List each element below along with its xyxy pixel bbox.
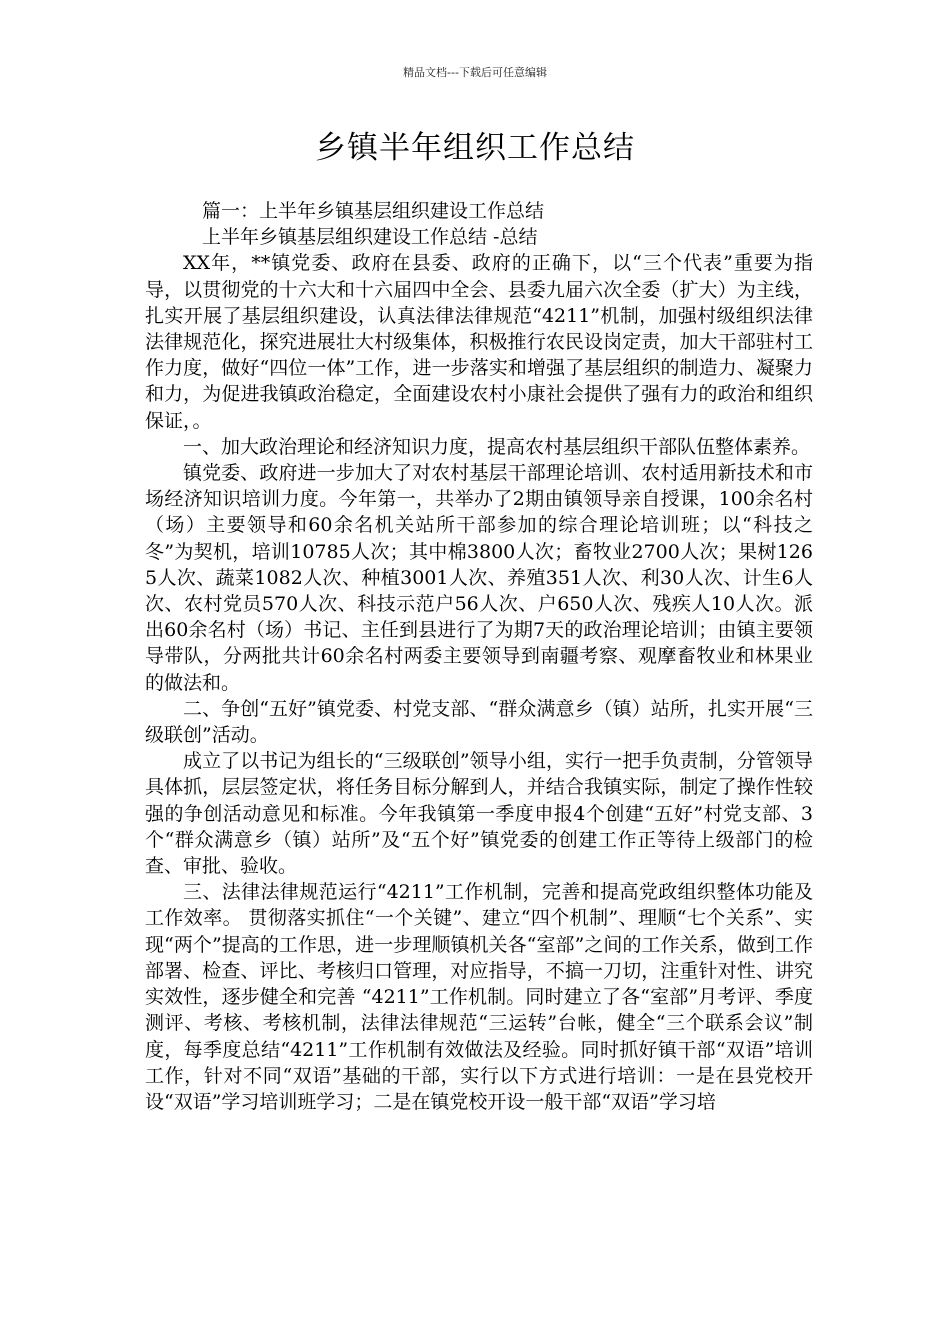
section-subtitle: 上半年乡镇基层组织建设工作总结 -总结 [202,226,538,249]
paragraph-heading-three: 三、法律法律规范运行“4211”工作机制，完善和提高党政组织整体功能及工作效率。 贯彻落实抓住“一个关键”、建立“四个机制”、理顺“七个关系”、实现“两个”提高的工作思，进一步理顺镇机关各“室部”之间的工作关系，做到工作部署、检查、评比、考核归口管理，对应指导，不搞一刀切，注重针对性、讲究实效性，逐步健全和完善 “4211”工作机制。同时建立了各“室部”月考评、季度测评、考核、考核机制，法律法律规范“三运转”台帐，健全“三个联系会议”制度，每季度总结“4211”工作机制有效做法及经验。同时抓好镇干部“双语”培训工作，针对不同“双语”基础的干部，实行以下方式进行培训：一是在县党校开设“双语”学习培训班学习；二是在镇党校开设一般干部“双语”学习培 [145,881,813,1113]
paragraph-intro: XX年，**镇党委、政府在县委、政府的正确下，以“三个代表”重要为指导，以贯彻党的十六大和十六届四中全会、县委九届六次全委（扩大）为主线，扎实开展了基层组织建设，认真法律法律规范“4211”机制，加强村级组织法律法律规范化，探究进展壮大村级集体，积极推行农民设岗定责，加大干部驻村工作力度，做好“四位一体”工作，进一步落实和增强了基层组织的制造力、凝聚力和力，为促进我镇政治稳定，全面建设农村小康社会提供了强有力的政治和组织保证，。 [145,252,813,432]
paragraph-three-level: 成立了以书记为组长的“三级联创”领导小组，实行一把手负责制，分管领导具体抓，层层签定状，将任务目标分解到人，并结合我镇实际，制定了操作性较强的争创活动意见和标准。今年我镇第一季度申报4个创建“五好”村党支部、3个“群众满意乡（镇）站所”及“五个好”镇党委的创建工作正等待上级部门的检查、审批、验收。 [145,750,813,878]
section-heading-part-one: 篇一：上半年乡镇基层组织建设工作总结 [202,200,545,222]
paragraph-heading-two: 二、争创“五好”镇党委、村党支部、“群众满意乡（镇）站所，扎实开展“三级联创”活动。 [145,697,813,747]
paragraph-heading-one: 一、加大政治理论和经济知识力度，提高农村基层组织干部队伍整体素养。 [183,435,811,458]
document-title: 乡镇半年组织工作总结 [315,130,635,166]
header-note: 精品文档---下载后可任意编辑 [403,66,547,79]
document-body [145,198,813,1115]
paragraph-training: 镇党委、政府进一步加大了对农村基层干部理论培训、农村适用新技术和市场经济知识培训力度。今年第一，共举办了2期由镇领导亲自授课，100余名村（场）主要领导和60余名机关站所干部参加的综合理论培训班；以“科技之冬”为契机，培训10785人次；其中棉3800人次；畜牧业2700人次；果树1265人次、蔬菜1082人次、种植3001人次、养殖351人次、利30人次、计生6人次、农村党员570人次、科技示范户56人次、户650人次、残疾人10人次。派出60余名村（场）书记、主任到县进行了为期7天的政治理论培训；由镇主要领导带队，分两批共计60余名村两委主要领导到南疆考察、观摩畜牧业和林果业的做法和。 [145,462,813,694]
